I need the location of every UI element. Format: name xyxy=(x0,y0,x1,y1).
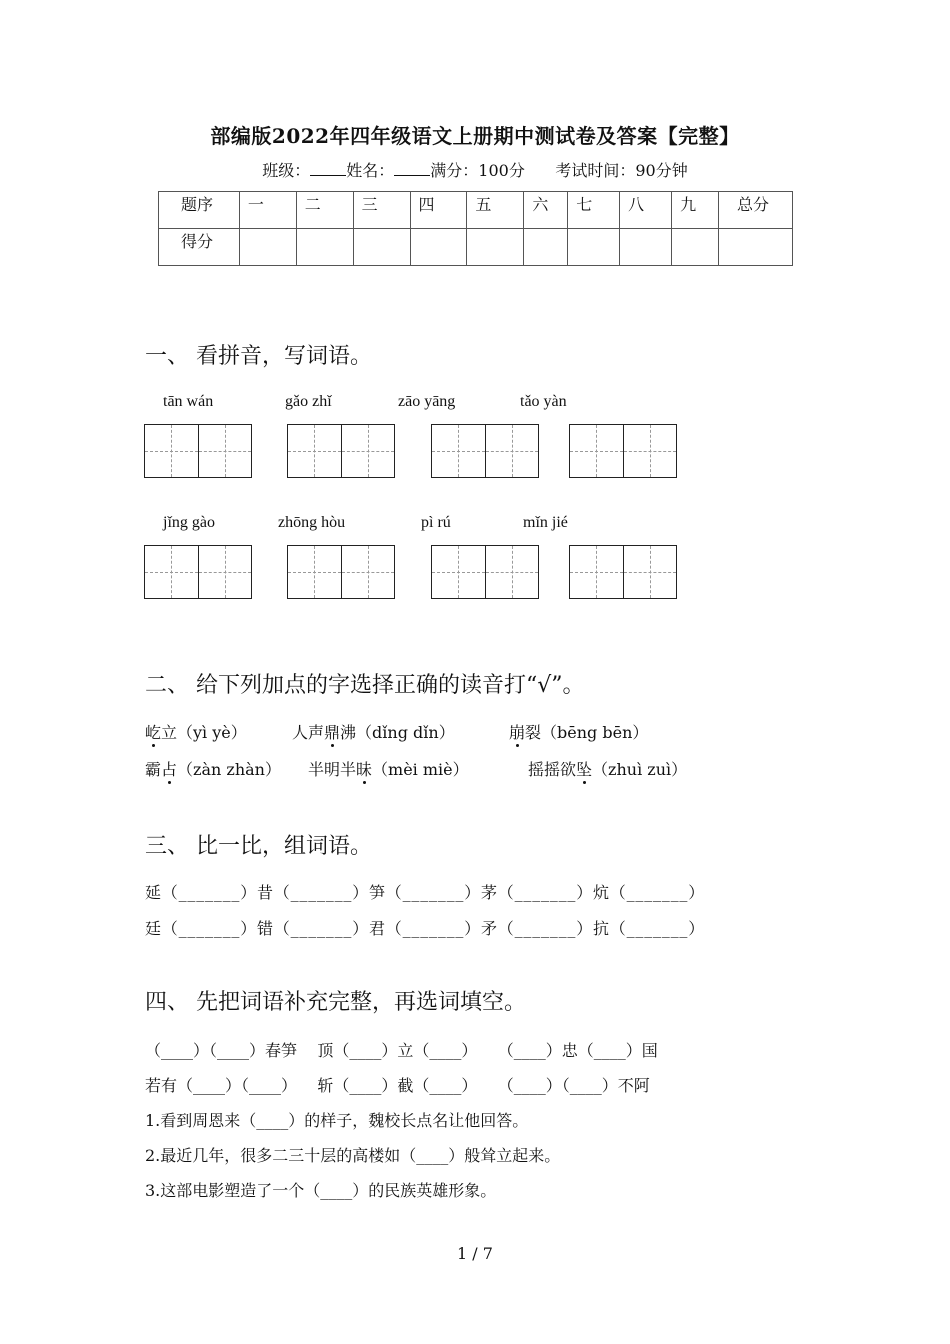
fill-line: 若有（____）（____） 斩（____）截（____） （____）（____）不阿 xyxy=(145,1076,650,1095)
compare-row: 延（_______）昔（_______）笋（_______）茅（_______）炕（_______） xyxy=(145,883,705,902)
section2-heading: 二、 给下列加点的字选择正确的读音打“√”。 xyxy=(145,673,585,698)
reading-item: 人声鼎沸（dǐng dǐn） xyxy=(292,723,455,742)
reading-item: 霸占（zàn zhàn） xyxy=(145,760,281,779)
score-cell[interactable] xyxy=(672,229,719,266)
score-cell[interactable] xyxy=(410,229,467,266)
reading-item: 半明半昧（mèi miè） xyxy=(308,760,469,779)
header-cell: 六 xyxy=(524,192,568,229)
header-cell: 七 xyxy=(568,192,620,229)
score-cell[interactable] xyxy=(524,229,568,266)
score-cell[interactable] xyxy=(353,229,410,266)
score-cell[interactable] xyxy=(718,229,792,266)
compare-row: 廷（_______）错（_______）君（_______）矛（_______）抗（_______） xyxy=(145,919,705,938)
exam-time: 考试时间：90分钟 xyxy=(555,161,688,180)
header-cell: 四 xyxy=(410,192,467,229)
dotted-char: 崩 xyxy=(509,723,526,742)
pinyin-label: zāo yāng xyxy=(398,393,456,410)
tianzige-box[interactable] xyxy=(431,545,539,599)
section4-heading: 四、 先把词语补充完整，再选词填空。 xyxy=(145,990,526,1015)
reading-item: 摇摇欲坠（zhuì zuì） xyxy=(528,760,688,779)
tianzige-box[interactable] xyxy=(144,545,252,599)
pinyin-label: mǐn jié xyxy=(523,514,568,531)
page-title: 部编版2022年四年级语文上册期中测试卷及答案【完整】 xyxy=(210,124,740,148)
name-label: 姓名： xyxy=(346,161,395,180)
section3-heading: 三、 比一比，组词语。 xyxy=(145,834,372,859)
score-header-row xyxy=(159,192,793,229)
pinyin-label: pì rú xyxy=(421,514,451,531)
dotted-char: 屹 xyxy=(145,723,162,742)
tianzige-box[interactable] xyxy=(569,545,677,599)
score-value-row xyxy=(159,229,793,266)
fill-sentence: 2.最近几年，很多二三十层的高楼如（____）般耸立起来。 xyxy=(145,1146,561,1165)
header-cell: 题序 xyxy=(159,192,240,229)
dotted-char: 坠 xyxy=(576,760,593,779)
score-row-label: 得分 xyxy=(159,229,240,266)
reading-item: 屹立（yì yè） xyxy=(145,723,247,742)
score-cell[interactable] xyxy=(239,229,296,266)
dotted-char: 昧 xyxy=(356,760,373,779)
tianzige-box[interactable] xyxy=(144,424,252,478)
reading-item: 崩裂（bēng bēn） xyxy=(509,723,649,742)
header-cell: 二 xyxy=(296,192,353,229)
score-table xyxy=(158,191,793,266)
fill-line: （____）（____）春笋 顶（____）立（____） （____）忠（____）国 xyxy=(145,1041,658,1060)
score-cell[interactable] xyxy=(296,229,353,266)
tianzige-box[interactable] xyxy=(287,545,395,599)
tianzige-box[interactable] xyxy=(287,424,395,478)
pinyin-label: tān wán xyxy=(163,393,214,410)
fill-sentence: 1.看到周恩来（____）的样子，魏校长点名让他回答。 xyxy=(145,1111,529,1130)
fill-sentence: 3.这部电影塑造了一个（____）的民族英雄形象。 xyxy=(145,1181,497,1200)
name-blank xyxy=(394,161,430,176)
score-cell[interactable] xyxy=(568,229,620,266)
header-cell: 三 xyxy=(353,192,410,229)
header-cell: 五 xyxy=(467,192,524,229)
header-cell: 八 xyxy=(620,192,672,229)
score-cell[interactable] xyxy=(467,229,524,266)
page-number: 1 / 7 xyxy=(457,1244,493,1263)
header-cell: 总分 xyxy=(718,192,792,229)
section1-heading: 一、 看拼音，写词语。 xyxy=(145,344,372,369)
pinyin-label: zhōng hòu xyxy=(278,514,346,531)
dotted-char: 占 xyxy=(161,760,178,779)
pinyin-label: tǎo yàn xyxy=(520,393,567,410)
pinyin-label: gǎo zhǐ xyxy=(285,393,332,410)
exam-info xyxy=(0,158,950,181)
class-blank xyxy=(310,161,346,176)
score-cell[interactable] xyxy=(620,229,672,266)
tianzige-box[interactable] xyxy=(431,424,539,478)
tianzige-box[interactable] xyxy=(569,424,677,478)
class-label: 班级： xyxy=(262,161,311,180)
dotted-char: 鼎 xyxy=(324,723,341,742)
full-score: 满分：100分 xyxy=(430,161,525,180)
header-cell: 一 xyxy=(239,192,296,229)
pinyin-label: jǐng gào xyxy=(163,514,215,531)
header-cell: 九 xyxy=(672,192,719,229)
